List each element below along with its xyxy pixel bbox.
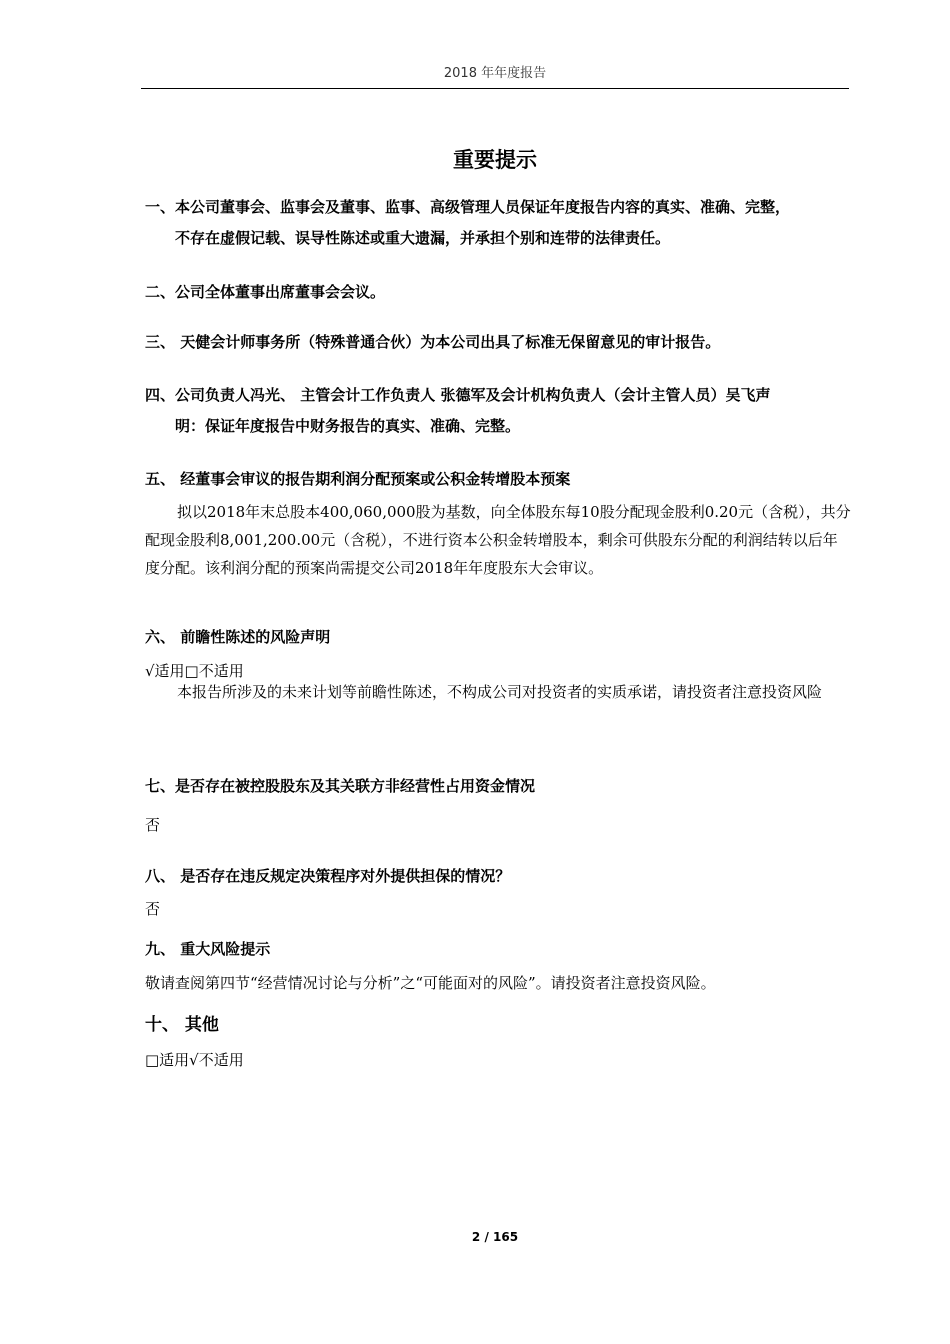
item-3: 三、 天健会计师事务所（特殊普通合伙）为本公司出具了标准无保留意见的审计报告。	[145, 333, 721, 351]
item-10-heading: 十、 其他	[145, 1015, 219, 1035]
item-7-heading: 七、是否存在被控股股东及其关联方非经营性占用资金情况	[145, 777, 536, 795]
item-7-answer: 否	[145, 816, 161, 834]
item-8-heading: 八、 是否存在违反规定决策程序对外提供担保的情况？	[145, 867, 511, 885]
item-6-body: 本报告所涉及的未来计划等前瞻性陈述，不构成公司对投资者的实质承诺，请投资者注意投资风险	[177, 683, 823, 701]
item-10-applicability: □适用√不适用	[145, 1051, 244, 1069]
item-1	[145, 192, 851, 254]
item-4-line1: 四、公司负责人冯光、 主管会计工作负责人 张德军及会计机构负责人（会计主管人员）吴飞声	[145, 386, 771, 404]
item-1-line1: 一、本公司董事会、监事会及董事、监事、高级管理人员保证年度报告内容的真实、准确、完整，	[145, 198, 791, 216]
item-2: 二、公司全体董事出席董事会会议。	[145, 283, 386, 301]
item-4-line2: 明：保证年度报告中财务报告的真实、准确、完整。	[175, 417, 521, 435]
item-5-body: 拟以2018年末总股本400,060,000股为基数，向全体股东每10股分配现金股利0.20元（含税），共分配现金股利8,001,200.00元（含税），不进行资本公积金转增股本，剩余可供股东分配的利润结转以后年度分配。该利润分配的预案尚需提交公司2018年年度股东大会审议。	[145, 503, 851, 577]
page-header: 2018 年年度报告	[443, 66, 547, 81]
item-1-line2: 不存在虚假记载、误导性陈述或重大遗漏，并承担个别和连带的法律责任。	[175, 229, 671, 247]
page-title: 重要提示	[453, 148, 537, 172]
item-6-applicability: √适用□不适用	[145, 662, 244, 680]
item-9-body: 敬请查阅第四节“经营情况讨论与分析”之“可能面对的风险”。请投资者注意投资风险。	[145, 974, 716, 992]
item-6-heading: 六、 前瞻性陈述的风险声明	[145, 628, 331, 646]
page-number: 2 / 165	[471, 1230, 519, 1244]
header-divider	[141, 88, 849, 89]
item-8-answer: 否	[145, 900, 161, 918]
item-5-heading: 五、 经董事会审议的报告期利润分配预案或公积金转增股本预案	[145, 470, 571, 488]
item-9-heading: 九、 重大风险提示	[145, 940, 271, 958]
item-4	[145, 380, 851, 442]
